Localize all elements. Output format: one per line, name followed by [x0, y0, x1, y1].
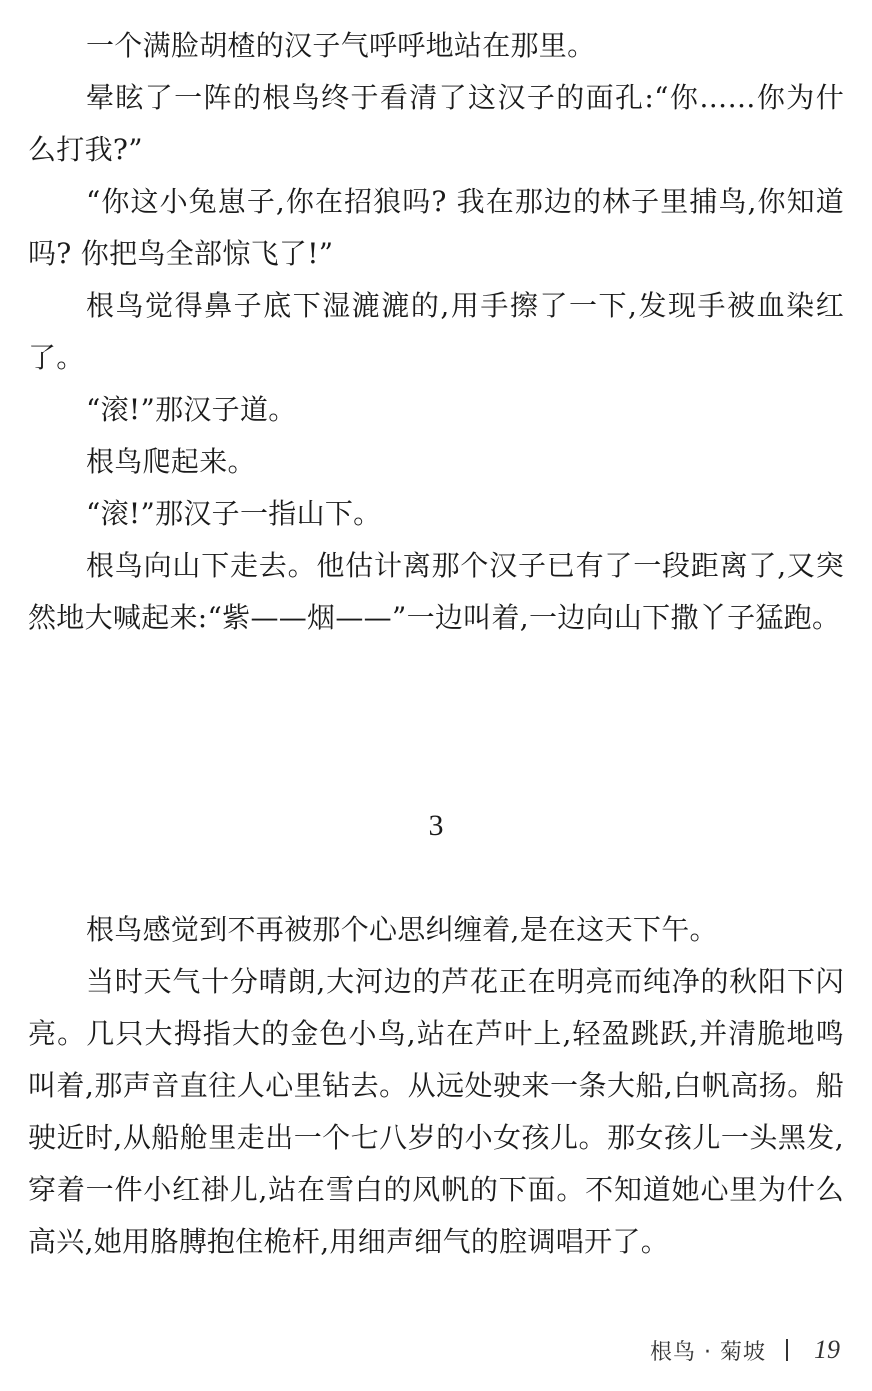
page-number: 19	[814, 1335, 840, 1364]
paragraph-6: 根鸟爬起来。	[86, 445, 256, 478]
paragraph-3: “你这小兔崽子,你在招狼吗? 我在那边的林子里捕鸟,你知道吗? 你把鸟全部惊飞了!”	[28, 185, 844, 270]
paragraph-2: 晕眩了一阵的根鸟终于看清了这汉子的面孔:“你……你为什么打我?”	[28, 81, 844, 166]
paragraph-10: 当时天气十分晴朗,大河边的芦花正在明亮而纯净的秋阳下闪亮。几只大拇指大的金色小鸟,站在芦叶上,轻盈跳跃,并清脆地鸣叫着,那声音直往人心里钻去。从远处驶来一条大船,白帆高扬。船驶近时,从船舱里走出一个七八岁的小女孩儿。那女孩儿一头黑发,穿着一件小红褂儿,站在雪白的风帆的下面。不知道她心里为什么高兴,她用胳膊抱住桅杆,用细声细气的腔调唱开了。	[28, 965, 844, 1258]
paragraph-4: 根鸟觉得鼻子底下湿漉漉的,用手擦了一下,发现手被血染红了。	[28, 289, 844, 374]
book-page	[28, 0, 844, 1391]
paragraph-7: “滚!”那汉子一指山下。	[86, 497, 382, 530]
page-footer	[650, 1330, 840, 1370]
paragraph-9: 根鸟感觉到不再被那个心思纠缠着,是在这天下午。	[86, 913, 718, 946]
paragraph-5: “滚!”那汉子道。	[86, 393, 297, 426]
paragraph-8: 根鸟向山下走去。他估计离那个汉子已有了一段距离了,又突然地大喊起来:“紫——烟——”一边叫着,一边向山下撒丫子猛跑。	[28, 549, 844, 634]
running-title: 根鸟 · 菊坡	[650, 1339, 766, 1365]
footer-divider	[786, 1339, 788, 1361]
section-number: 3	[428, 809, 444, 842]
paragraph-1: 一个满脸胡楂的汉子气呼呼地站在那里。	[86, 29, 596, 62]
